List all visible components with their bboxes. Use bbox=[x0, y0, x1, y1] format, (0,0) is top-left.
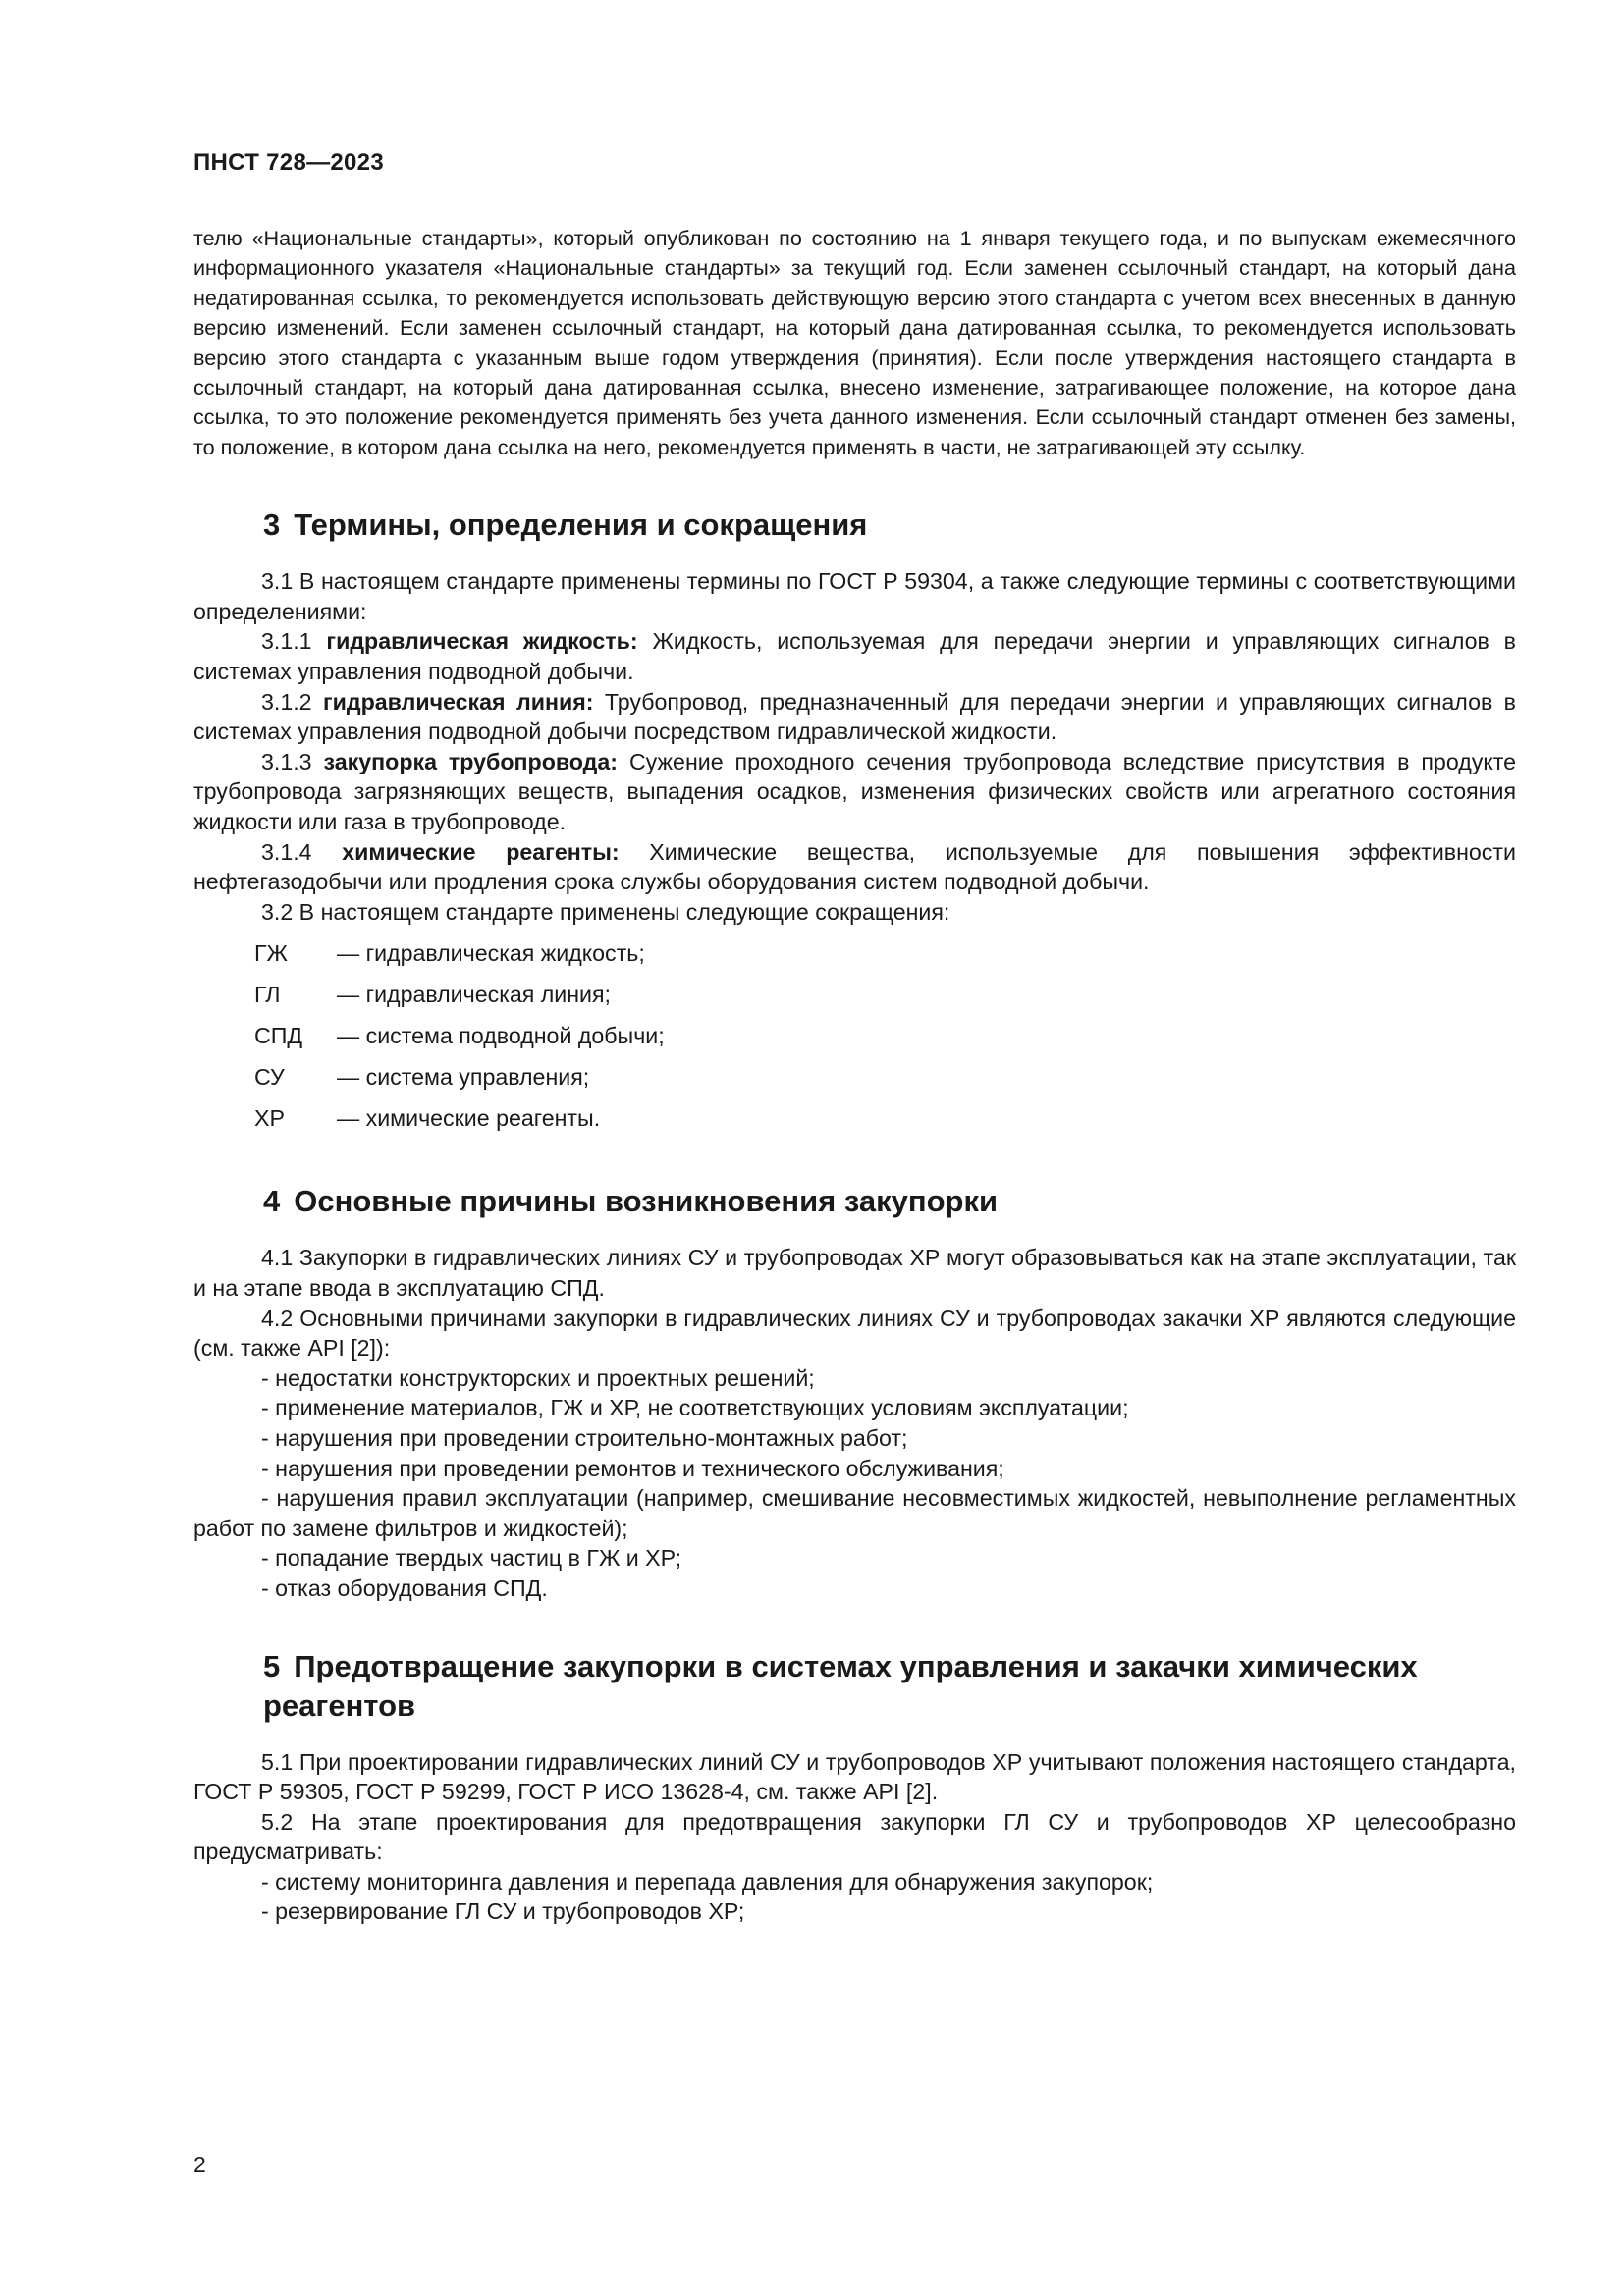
section-number: 4 bbox=[263, 1184, 281, 1219]
paragraph-5-1: 5.1 При проектировании гидравлических линий СУ и трубопроводов ХР учитывают положения настоящего стандарта, ГОСТ Р 59305, ГОСТ Р 59299, ГОСТ Р ИСО 13628-4, см. также API [2]. bbox=[193, 1748, 1516, 1805]
abbreviation-code: СУ bbox=[254, 1064, 285, 1091]
abbreviation-description: — химические реагенты. bbox=[337, 1105, 601, 1132]
term-name: гидравлическая жидкость: bbox=[326, 628, 638, 655]
term-name: закупорка трубопровода: bbox=[323, 748, 618, 774]
term-number: 3.1.1 bbox=[261, 628, 312, 655]
term-name: гидравлическая линия: bbox=[322, 688, 594, 715]
paragraph-3-1: 3.1 В настоящем стандарте применены термины по ГОСТ Р 59304, а также следующие термины с соответствующими определениями: bbox=[193, 568, 1516, 624]
list-item: - нарушения правил эксплуатации (например, смешивание несовместимых жидкостей, невыполнение регламентных работ по замене фильтров и жидкостей); bbox=[193, 1485, 1516, 1541]
paragraph-4-1: 4.1 Закупорки в гидравлических линиях СУ и трубопроводах ХР могут образовываться как на этапе эксплуатации, так и на этапе ввода в эксплуатацию СПД. bbox=[193, 1245, 1516, 1301]
section-5-heading bbox=[263, 1647, 1516, 1726]
list-item: - применение материалов, ГЖ и ХР, не соответствующих условиям эксплуатации; bbox=[261, 1395, 1129, 1421]
abbreviation-code: ГЖ bbox=[254, 940, 288, 967]
abbreviation-description: — система подводной добычи; bbox=[337, 1023, 665, 1049]
document-body bbox=[193, 224, 1516, 1927]
abbreviation-row bbox=[254, 1097, 1516, 1139]
term-text: Химические вещества, используемые для повышения эффективности нефтегазодобычи или продления срока службы оборудования систем подводной добычи. bbox=[193, 838, 1516, 895]
section-title: Термины, определения и сокращения bbox=[294, 507, 868, 543]
section-number: 3 bbox=[263, 507, 281, 543]
list-item: - нарушения при проведении ремонтов и технического обслуживания; bbox=[261, 1455, 1004, 1481]
abbreviation-row bbox=[254, 933, 1516, 974]
term-name: химические реагенты: bbox=[342, 838, 620, 865]
list-item: - систему мониторинга давления и перепада давления для обнаружения закупорок; bbox=[261, 1868, 1154, 1895]
section-title: Предотвращение закупорки в системах управления и закачки химических реагентов bbox=[263, 1648, 1418, 1723]
list-item: - отказ оборудования СПД. bbox=[261, 1575, 548, 1601]
abbreviation-row bbox=[254, 1056, 1516, 1097]
term-definition bbox=[193, 747, 1516, 837]
term-definition bbox=[193, 626, 1516, 686]
section-number: 5 bbox=[263, 1648, 281, 1683]
document-header-id: ПНСТ 728—2023 bbox=[193, 149, 384, 176]
paragraph-4-2: 4.2 Основными причинами закупорки в гидравлических линиях СУ и трубопроводах закачки ХР являются следующие (см. также API [2]): bbox=[193, 1305, 1516, 1362]
section-3-heading bbox=[263, 506, 1516, 545]
page-number: 2 bbox=[193, 2152, 206, 2177]
list-item: - попадание твердых частиц в ГЖ и ХР; bbox=[261, 1545, 682, 1572]
abbreviation-code: ГЛ bbox=[254, 982, 281, 1008]
paragraph-5-2: 5.2 На этапе проектирования для предотвращения закупорки ГЛ СУ и трубопроводов ХР целесообразно предусматривать: bbox=[193, 1808, 1516, 1865]
term-definition bbox=[193, 687, 1516, 747]
abbreviation-code: ХР bbox=[254, 1105, 285, 1132]
term-number: 3.1.3 bbox=[261, 748, 312, 774]
abbreviation-row bbox=[254, 974, 1516, 1015]
list-item: - недостатки конструкторских и проектных решений; bbox=[261, 1364, 815, 1391]
abbreviation-description: — гидравлическая жидкость; bbox=[337, 940, 645, 967]
section-4-heading bbox=[263, 1182, 1516, 1221]
term-text: Жидкость, используемая для передачи энергии и управляющих сигналов в системах управления подводной добычи. bbox=[193, 628, 1516, 685]
term-number: 3.1.2 bbox=[261, 688, 312, 715]
term-number: 3.1.4 bbox=[261, 838, 312, 865]
term-definition bbox=[193, 837, 1516, 897]
section-title: Основные причины возникновения закупорки bbox=[294, 1184, 999, 1219]
term-text: Сужение проходного сечения трубопровода вследствие присутствия в продукте трубопровода загрязняющих веществ, выпадения осадков, изменения физических свойств или агрегатного состояния жидкости или газа в трубопроводе. bbox=[193, 748, 1516, 834]
abbreviation-description: — система управления; bbox=[337, 1064, 590, 1091]
abbreviation-row bbox=[254, 1015, 1516, 1056]
abbreviation-description: — гидравлическая линия; bbox=[337, 982, 611, 1008]
list-item: - нарушения при проведении строительно-монтажных работ; bbox=[261, 1424, 908, 1451]
paragraph-3-2: 3.2 В настоящем стандарте применены следующие сокращения: bbox=[261, 898, 950, 925]
term-text: Трубопровод, предназначенный для передачи энергии и управляющих сигналов в системах управления подводной добычи посредством гидравлической жидкости. bbox=[193, 688, 1516, 745]
intro-paragraph: телю «Национальные стандарты», который опубликован по состоянию на 1 января текущего года, и по выпускам ежемесячного информационного указателя «Национальные стандарты» за текущий год. Если заменен ссылочный стандарт, на который дана недатированная ссылка, то рекомендуется использовать действующую версию этого стандарта с учетом всех внесенных в данную версию изменений. Если заменен ссылочный стандарт, на который дана датированная ссылка, то рекомендуется использовать версию этого стандарта с указанным выше годом утверждения (принятия). Если после утверждения настоящего стандарта в ссылочный стандарт, на который дана датированная ссылка, внесено изменение, затрагивающее положение, на которое дана ссылка, то это положение рекомендуется применять без учета данного изменения. Если ссылочный стандарт отменен без замены, то положение, в котором дана ссылка на него, рекомендуется применять в части, не затрагивающей эту ссылку. bbox=[193, 226, 1516, 459]
abbreviation-list bbox=[254, 933, 1516, 1139]
abbreviation-code: СПД bbox=[254, 1023, 303, 1049]
list-item: - резервирование ГЛ СУ и трубопроводов ХР; bbox=[261, 1898, 745, 1925]
